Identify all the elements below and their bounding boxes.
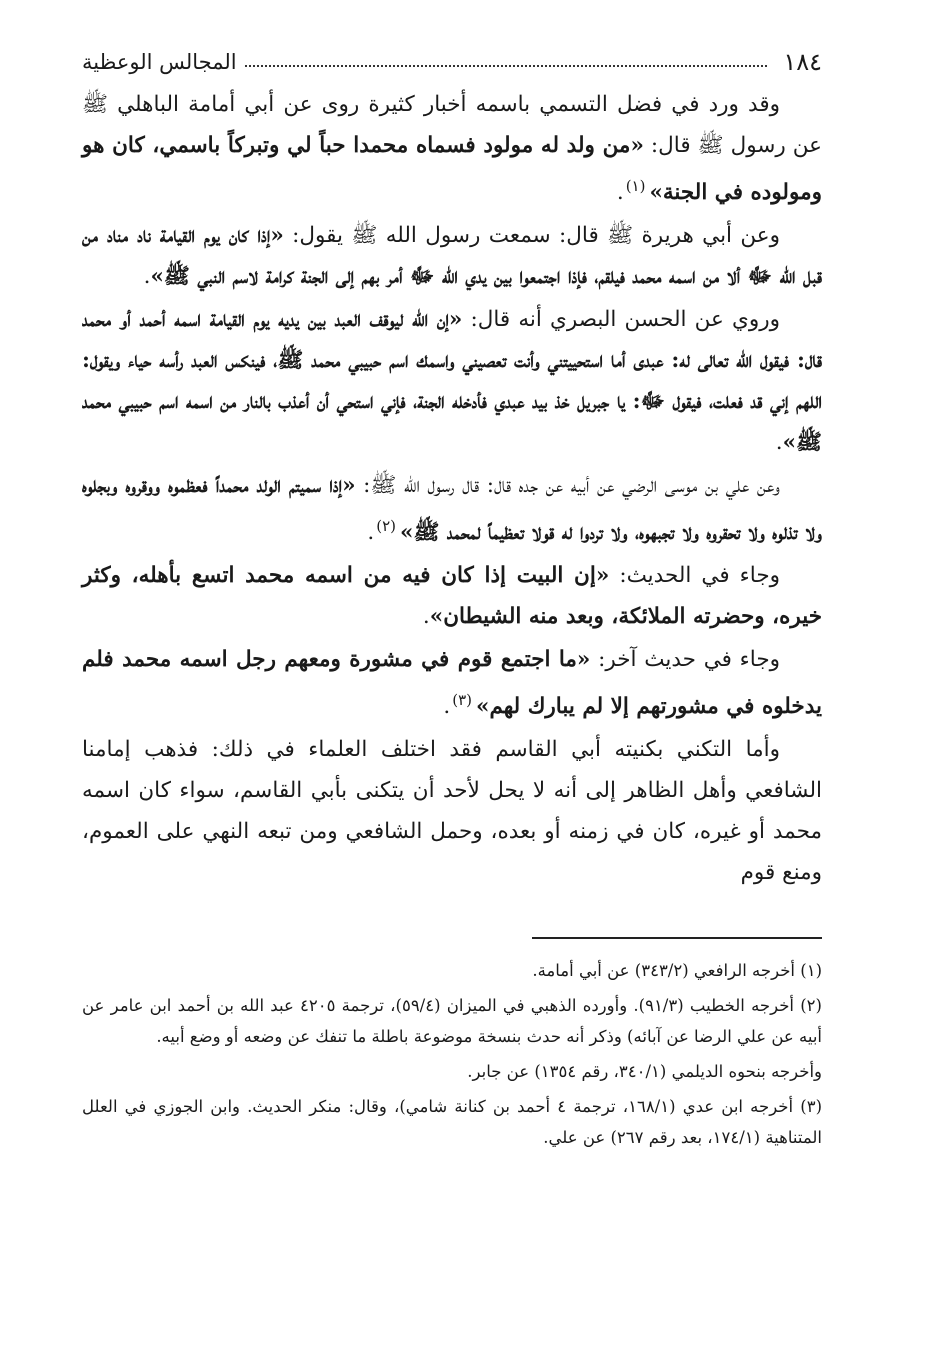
paragraph-lead: وروي عن الحسن البصري أنه قال: [462,307,780,333]
page-header [82,40,822,84]
footnote: وأخرجه بنحوه الديلمي (٣٤٠/١، رقم ١٣٥٤) عن جابر. [467,1062,822,1082]
paragraph [82,215,822,297]
paragraph-tail: . [775,430,783,456]
paragraph [82,465,822,553]
footnote: (٢) أخرجه الخطيب (٩١/٣). وأورده الذهبي في الميزان (٥٩/٤)، ترجمة ٤٢٠٥ عبد الله بن أحمد ابن عامر عن أبيه عن علي الرضا عن آبائه) وذكر أنه حدث بنسخة موضوعة باطلة ما تنفك عن وضعه أو وضع أبيه. [82,996,822,1047]
footnote-separator [532,937,822,939]
header-dotted-rule [245,65,768,67]
footnote: (١) أخرجه الرافعي (٣٤٣/٢) عن أبي أمامة. [532,961,822,981]
hadith-quote: «من ولد له مولود فسماه محمدا حباً لي وتبركاً باسمي، كان هو ومولوده في الجنة» [82,133,822,206]
paragraph-lead: وجاء في حديث آخر: [590,647,780,673]
paragraph-lead: وعن أبي هريرة ﷺ قال: سمعت رسول الله ﷺ يقول: [283,223,780,249]
paragraph [82,639,822,727]
footnote-ref[interactable]: (٢) [376,517,396,536]
paragraph [82,729,822,893]
hadith-quote: «ما اجتمع قوم في مشورة ومعهم رجل اسمه محمد فلم يدخلوه في مشورتهم إلا لم يبارك لهم» [82,647,822,720]
paragraph-lead: وقد ورد في فضل التسمي باسمه أخبار كثيرة روى عن أبي أمامة الباهلي ﷺ عن رسول ﷺ قال: [82,92,822,158]
book-page [82,40,822,1157]
hadith-quote: «إذا سميتم الولد محمداً فعظموه ووقروه وبجلوه ولا تذلوه ولا تحقروه ولا تجبهوه، ولا تردوا له قولا تعظيماً لمحمد ﷺ» [82,473,822,546]
paragraph-lead: وأما التكني بكنيته أبي القاسم فقد اختلف العلماء في ذلك: فذهب إمامنا الشافعي وأهل الظاهر إلى أنه لا يحل لأحد أن يتكنى بأبي القاسم، سواء كان اسمه محمد أو غيره، كان في زمنه أو بعده، وحمل الشافعي ومن تبعه النهي على العموم، ومنع قوم [82,737,822,886]
paragraph [82,555,822,637]
paragraph-tail: . [143,264,151,290]
main-text [82,84,822,893]
footnote-ref[interactable]: (١) [625,177,646,195]
footnote-ref[interactable]: (٣) [452,691,473,710]
paragraph [82,84,822,213]
running-title: المجالس الوعظية [82,49,237,74]
paragraph-tail: . [443,694,451,720]
paragraph-tail: . [616,180,624,206]
hadith-quote: «إذا كان يوم القيامة ناد مناد من قبل الله ﷻ ألا من اسمه محمد فيلقم، فإذا اجتمعوا بين يدي الله ﷻ أمر بهم إلى الجنة كرامة لاسم النبي ﷺ» [82,223,822,290]
paragraph-tail: . [367,520,375,546]
hadith-quote: «إن البيت إذا كان فيه من اسمه محمد اتسع بأهله، وكثر خيره، وحضرته الملائكة، وبعد منه الشيطان» [82,563,822,630]
paragraph-lead: وعن علي بن موسى الرضي عن أبيه عن جده قال: قال رسول الله ﷺ: [355,473,780,499]
hadith-quote: «إن الله ليوقف العبد بين يديه يوم القيامة اسمه أحمد أو محمد قال: فيقول الله تعالى له: عبدى أما استحييتني وأنت تعصيني واسمك اسم حبيبي محمد ﷺ، فينكس العبد رأسه حياء ويقول: اللهم إني قد فعلت، فيقول ﷻ: يا جبريل خذ بيد عبدي فأدخله الجنة، فإني استحي أن أعذب بالنار من اسمه اسم حبيبي محمد ﷺ» [82,307,822,456]
footnote: (٣) أخرجه ابن عدي (١٦٨/١، ترجمة ٤ أحمد بن كنانة شامي)، وقال: منكر الحديث. وابن الجوزي في العلل المتناهية (١٧٤/١، بعد رقم ٢٦٧) عن علي. [82,1097,822,1148]
paragraph [82,299,822,463]
paragraph-lead: وجاء في الحديث: [609,563,781,589]
paragraph-tail: . [422,604,430,630]
page-number: ١٨٤ [783,48,822,76]
footnotes [82,955,822,1153]
